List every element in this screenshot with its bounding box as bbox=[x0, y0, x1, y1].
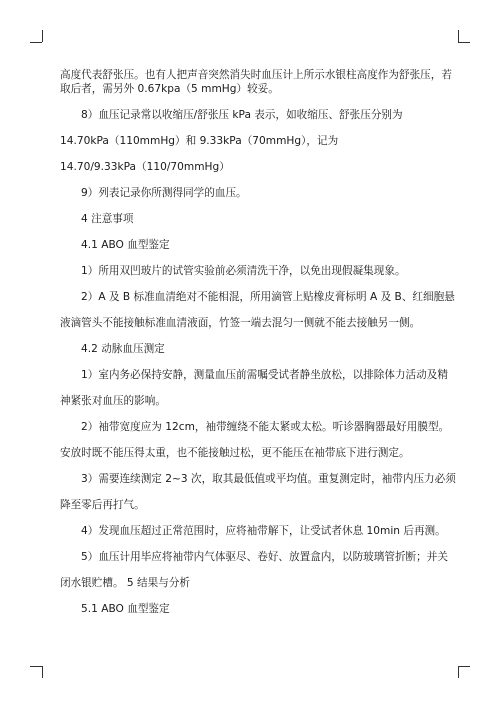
text-line: 8）血压记录常以收缩压/舒张压 kPa 表示，如收缩压、舒张压分别为 bbox=[81, 109, 403, 121]
subsection-heading: 5.1 ABO 血型鉴定 bbox=[81, 603, 170, 615]
section-heading: 4 注意事项 bbox=[81, 213, 134, 225]
text-line: 1）室内务必保持安静，测量血压前需嘱受试者静坐放松，以排除体力活动及精 bbox=[81, 369, 448, 381]
subsection-heading: 4.1 ABO 血型鉴定 bbox=[81, 239, 170, 251]
text-line: 液滴管头不能接触标准血清液面，竹签一端去混匀一侧就不能去接触另一侧。 bbox=[60, 317, 421, 329]
text-line: 3）需要连续测定 2~3 次，取其最低值或平均值。重复测定时，袖带内压力必须 bbox=[81, 473, 456, 485]
text-line: 14.70kPa（110mmHg）和 9.33kPa（70mmHg），记为 bbox=[60, 135, 339, 147]
text-line: 降至零后再打气。 bbox=[60, 499, 145, 511]
text-line: 5）血压计用毕应将袖带内气体驱尽、卷好、放置盒内，以防玻璃管折断；并关 bbox=[81, 551, 448, 563]
text-line: 1）所用双凹玻片的试管实验前必须清洗干净，以免出现假凝集现象。 bbox=[81, 265, 406, 277]
text-line: 9）列表记录你所测得同学的血压。 bbox=[81, 187, 247, 199]
crop-mark-bottom-left-v bbox=[42, 666, 43, 678]
crop-mark-top-right-h bbox=[458, 42, 470, 43]
text-line: 14.70/9.33kPa（110/70mmHg） bbox=[60, 161, 230, 173]
text-line: 神紧张对血压的影响。 bbox=[60, 395, 166, 407]
crop-mark-top-left-v bbox=[42, 30, 43, 42]
text-line: 4）发现血压超过正常范围时，应将袖带解下，让受试者休息 10min 后再测。 bbox=[81, 525, 446, 537]
crop-mark-top-left-h bbox=[30, 42, 42, 43]
crop-mark-bottom-left-h bbox=[30, 666, 42, 667]
crop-mark-top-right-v bbox=[458, 30, 459, 42]
crop-mark-bottom-right-v bbox=[458, 666, 459, 678]
text-line: 安放时既不能压得太重，也不能接触过松，更不能压在袖带底下进行测定。 bbox=[60, 447, 410, 459]
text-line: 2）A 及 B 标准血清绝对不能相混，所用滴管上贴橡皮膏标明 A 及 B、红细胞悬 bbox=[81, 291, 455, 303]
text-line: 高度代表舒张压。也有人把声音突然消失时血压计上所示水银柱高度作为舒张压，若 bbox=[60, 69, 452, 81]
text-line: 闭水银贮槽。 5 结果与分析 bbox=[60, 577, 191, 589]
subsection-heading: 4.2 动脉血压测定 bbox=[81, 343, 165, 355]
crop-mark-bottom-right-h bbox=[458, 666, 470, 667]
document-body bbox=[60, 68, 456, 616]
text-line: 取后者，需另外 0.67kpa（5 mmHg）较妥。 bbox=[60, 83, 279, 95]
text-line: 2）袖带宽度应为 12cm，袖带缠绕不能太紧或太松。听诊器胸器最好用膜型。 bbox=[81, 421, 450, 433]
